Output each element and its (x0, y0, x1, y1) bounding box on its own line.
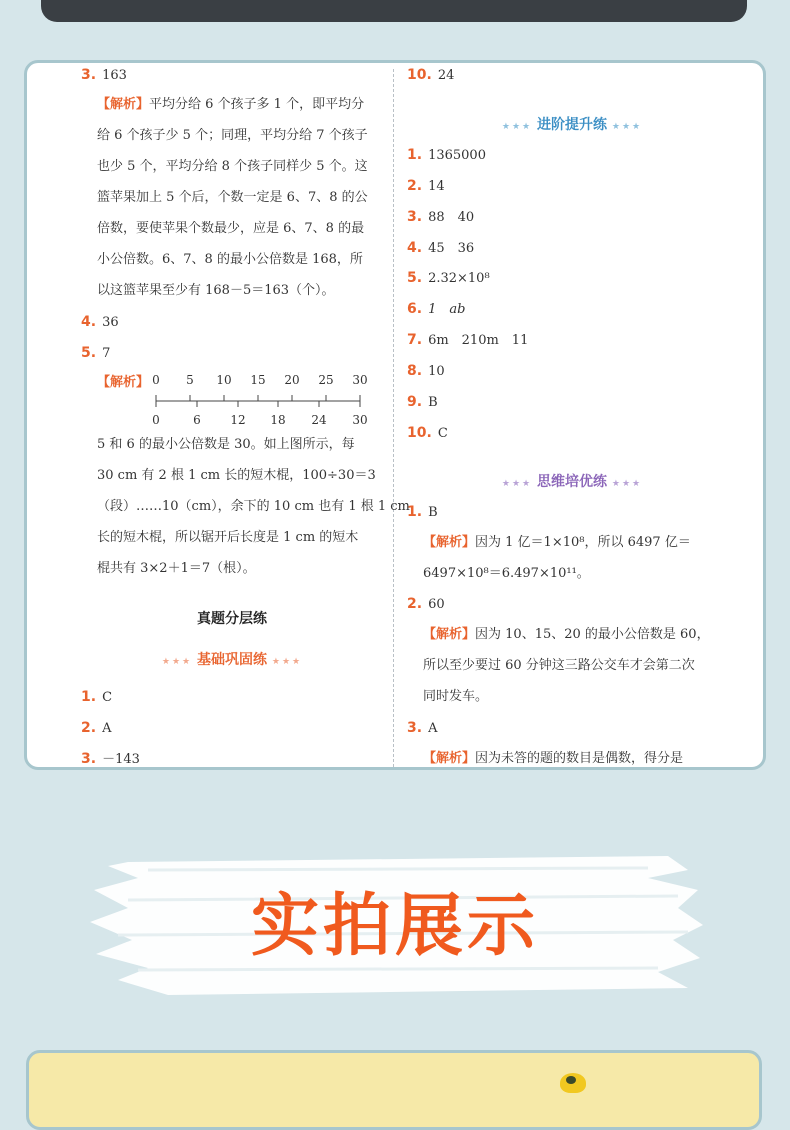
stars-right: ★★★ (271, 657, 303, 667)
item-number: 2. (81, 720, 97, 736)
column-divider (393, 69, 394, 767)
answer-item (81, 65, 127, 86)
explanation-t2: 【解析】因为 10、15、20 的最小公倍数是 60， 所以至少要过 60 分钟这三路公交车才会第二次 同时发车。 (423, 627, 710, 704)
answer-item (407, 65, 454, 86)
photo-card (26, 1050, 762, 1130)
item-number: 3. (81, 67, 97, 83)
section-title-main: 真题分层练 (197, 611, 267, 627)
answer-item: 1. B (407, 504, 438, 520)
item-answer: 24 (437, 68, 455, 83)
stars-right: ★★★ (611, 122, 643, 132)
item-answer: －143 (102, 752, 140, 767)
answer-item: 4. 45 36 (407, 240, 475, 256)
toy-head (566, 1076, 576, 1084)
answer-item: 10. C (407, 425, 448, 441)
numline-bottom-label: 0 (152, 413, 160, 427)
answer-item: 8. 10 (407, 363, 445, 379)
item-number: 4. (81, 314, 97, 330)
item-number: 3. (81, 751, 97, 767)
numline-top-label: 5 (186, 373, 194, 387)
explanation-tag: 【解析】 (423, 627, 476, 642)
text-line: 30 cm 有 2 根 1 cm 长的短木棍，100÷30＝3 (97, 468, 376, 483)
banner-title: 实拍展示 (250, 887, 539, 966)
answer-item: 1. 1365000 (407, 147, 486, 163)
numline-top-label: 25 (318, 373, 334, 387)
text-line: 5 和 6 的最小公倍数是 30。如上图所示，每 (97, 437, 355, 452)
section-title-thinking (457, 471, 687, 491)
item-answer: A (102, 721, 112, 736)
answer-item: 7. 6m 210m 11 (407, 332, 529, 348)
explanation-tag: 【解析】 (423, 751, 476, 766)
answer-item: 2. 14 (407, 178, 445, 194)
numline-bottom-label: 12 (230, 413, 246, 427)
explanation-tag-q5: 【解析】 (97, 375, 150, 390)
section-label: 进阶提升练 (537, 117, 607, 133)
number-line (152, 391, 364, 409)
answer-item: 2. 60 (407, 596, 445, 612)
answer-item: 6. 1 ab (407, 301, 466, 317)
stars-left: ★★★ (161, 657, 193, 667)
top-dark-bar (41, 0, 747, 22)
section-label: 思维培优练 (537, 474, 607, 490)
answer-item (81, 312, 119, 333)
explanation-tag: 【解析】 (423, 535, 476, 550)
answer-item (81, 343, 110, 364)
numline-top-label: 30 (352, 373, 368, 387)
item-number: 10. (407, 67, 432, 83)
text-line: 给 6 个孩子少 5 个；同理，平均分给 7 个孩子 (97, 128, 368, 143)
text-line: 倍数，要使苹果个数最少，应是 6、7、8 的最 (97, 221, 365, 236)
text-line: （段）……10（cm），余下的 10 cm 也有 1 根 1 cm (97, 499, 410, 514)
text-line: 也少 5 个，平均分给 8 个孩子同样少 5 个。这 (97, 159, 368, 174)
text-line: 棍共有 3×2＋1＝7（根）。 (97, 561, 256, 576)
stars-left: ★★★ (501, 479, 533, 489)
answer-page-card (24, 60, 766, 770)
explanation-t3: 【解析】因为未答的题的数目是偶数，得分是 (423, 751, 684, 766)
stars-left: ★★★ (501, 122, 533, 132)
section-title-advanced (457, 114, 687, 134)
numline-bottom-label: 18 (270, 413, 286, 427)
numline-top-label: 15 (250, 373, 266, 387)
numline-top-label: 0 (152, 373, 160, 387)
answer-item: 3. A (407, 720, 438, 736)
item-answer: C (102, 690, 113, 705)
item-number: 5. (81, 345, 97, 361)
explanation-t1: 【解析】因为 1 亿＝1×10⁸，所以 6497 亿＝ 6497×10⁸＝6.497×10¹¹。 (423, 535, 691, 581)
answer-item: 9. B (407, 394, 438, 410)
numline-top-label: 10 (216, 373, 232, 387)
answer-item: 5. 2.32×10⁸ (407, 270, 490, 286)
numline-top-label: 20 (284, 373, 300, 387)
text-line: 以这篮苹果至少有 168－5＝163（个）。 (97, 283, 335, 298)
section-label: 基础巩固练 (197, 652, 267, 668)
item-answer: 36 (102, 315, 119, 330)
text-line: 平均分给 6 个孩子多 1 个，即平均分 (149, 97, 365, 112)
answer-item (81, 749, 140, 770)
explanation-q5 (97, 429, 410, 584)
text-line: 小公倍数。6、7、8 的最小公倍数是 168，所 (97, 252, 363, 267)
numline-bottom-label: 24 (311, 413, 327, 427)
item-answer: 7 (102, 346, 111, 361)
numline-bottom-label: 30 (352, 413, 368, 427)
explanation-q3 (97, 89, 387, 306)
numline-bottom-label: 6 (193, 413, 201, 427)
answer-item: 3. 88 40 (407, 209, 475, 225)
text-line: 长的短木棍，所以锯开后长度是 1 cm 的短木 (97, 530, 359, 545)
item-answer: 163 (102, 68, 127, 83)
answer-item (81, 718, 111, 739)
explanation-tag: 【解析】 (97, 97, 150, 112)
text-line: 篮苹果加上 5 个后，个数一定是 6、7、8 的公 (97, 190, 368, 205)
answer-item (81, 687, 112, 708)
section-title-basic (117, 649, 347, 669)
stars-right: ★★★ (611, 479, 643, 489)
item-number: 1. (81, 689, 97, 705)
